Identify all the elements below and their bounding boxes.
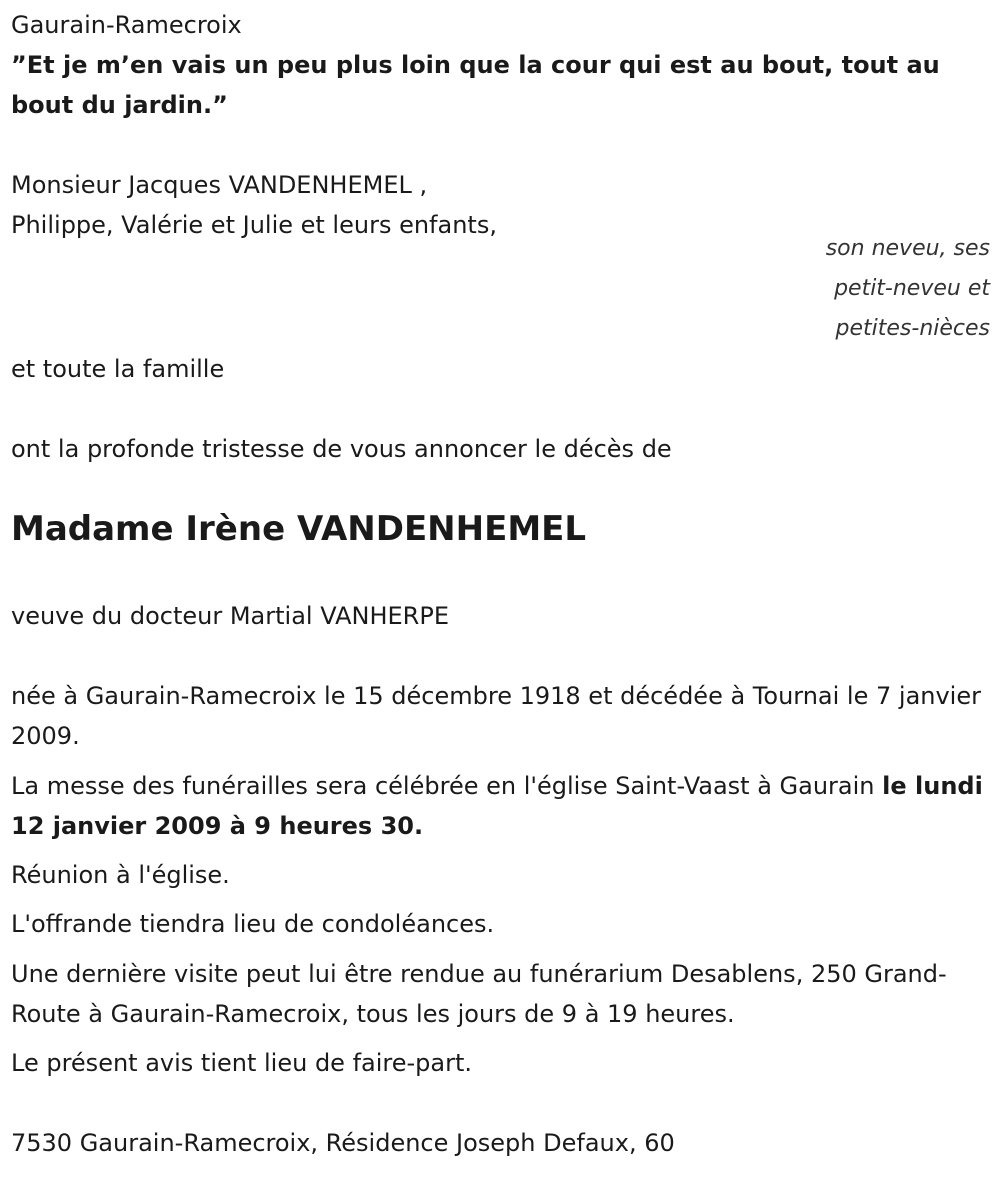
relation-line-2: petit-neveu et — [834, 276, 990, 301]
spouse-text: veuve du docteur Martial VANHERPE — [11, 602, 449, 630]
family-line-1: Monsieur Jacques VANDENHEMEL , — [11, 171, 428, 199]
funeral-mass-paragraph — [11, 766, 990, 846]
family-line-3: et toute la famille — [11, 355, 225, 383]
location-header: Gaurain-Ramecroix — [11, 11, 242, 39]
relation-line-1: son neveu, ses — [825, 236, 990, 261]
funeral-mass-text: La messe des funérailles sera célébrée en l'église Saint-Vaast à Gaurain — [11, 772, 883, 800]
address-text: 7530 Gaurain-Ramecroix, Résidence Joseph Defaux, 60 — [11, 1129, 675, 1157]
funeral-mass-date: le lundi 12 janvier 2009 à 9 heures 30. — [11, 772, 983, 840]
visit-text: Une dernière visite peut lui être rendue au funérarium Desablens, 250 Grand-Route à Gaurain-Ramecroix, tous les jours de 9 à 19 heures. — [11, 960, 947, 1028]
deceased-name: Madame Irène VANDENHEMEL — [11, 509, 587, 549]
quote: ”Et je m’en vais un peu plus loin que la cour qui est au bout, tout au bout du jardin.” — [11, 51, 940, 119]
announcement-text: ont la profonde tristesse de vous annoncer le décès de — [11, 435, 672, 463]
offering-text: L'offrande tiendra lieu de condoléances. — [11, 910, 495, 938]
notice-text: Le présent avis tient lieu de faire-part. — [11, 1049, 473, 1077]
birth-death-text: née à Gaurain-Ramecroix le 15 décembre 1918 et décédée à Tournai le 7 janvier 2009. — [11, 682, 981, 750]
meeting-text: Réunion à l'église. — [11, 861, 230, 889]
relation-line-3: petites-nièces — [835, 316, 990, 341]
family-line-2: Philippe, Valérie et Julie et leurs enfants, — [11, 211, 497, 239]
family-relation — [826, 229, 990, 349]
